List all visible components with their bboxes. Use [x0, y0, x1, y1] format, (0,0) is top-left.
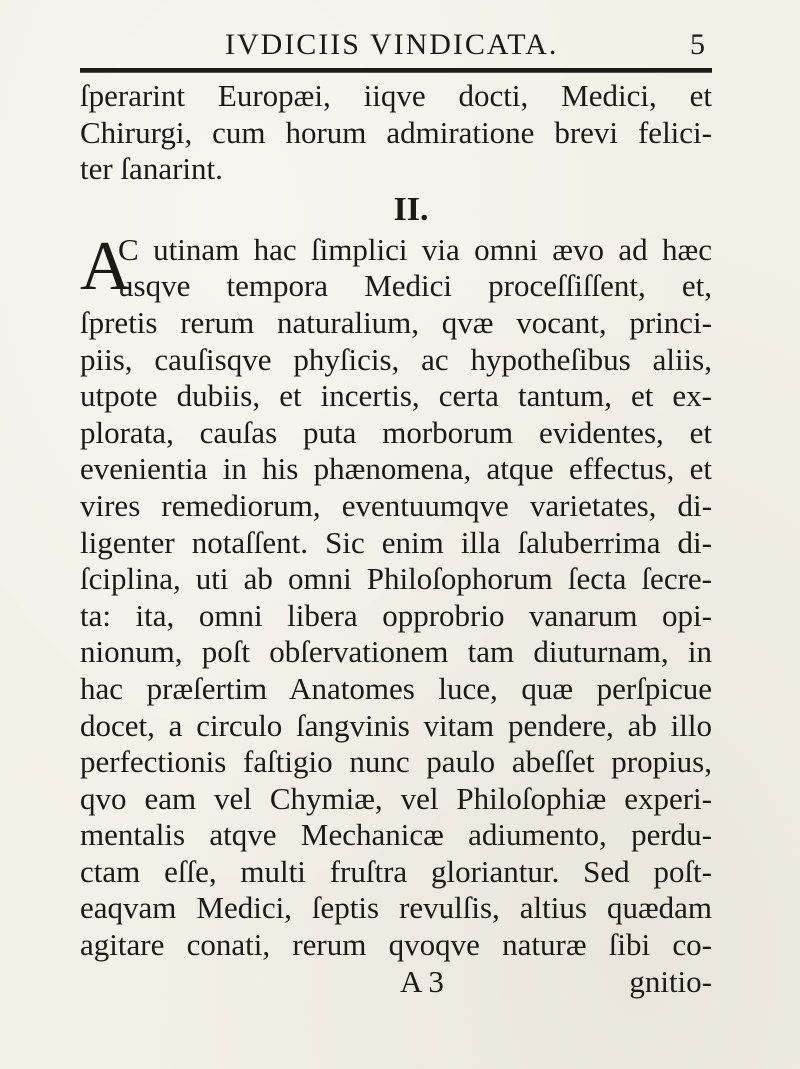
text-line: docet, a circulo ſangvinis vitam pendere, ab illo	[80, 707, 712, 743]
text-line: ta: ita, omni libera opprobrio vanarum opi-	[80, 597, 712, 633]
signature-mark: A 3	[400, 963, 444, 999]
running-title: IVDICIIS VINDICATA.	[225, 28, 559, 61]
text-line: Chirurgi, cum horum admiratione brevi felici-	[80, 114, 712, 150]
text-line: C utinam hac ſimplici via omni ævo ad hæc	[118, 231, 712, 267]
text-line: ſperarint Europæi, iiqve docti, Medici, et	[80, 78, 712, 113]
body-text	[80, 78, 712, 1000]
text-line: ſpretis rerum naturalium, qvæ vocant, princi-	[80, 304, 712, 340]
text-line: perfectionis faſtigio nunc paulo abeſſet propius,	[80, 744, 712, 780]
text-line: eaqvam Medici, ſeptis revulſis, altius quædam	[80, 890, 712, 926]
catchword: gnitio-	[629, 963, 712, 999]
page-footer-line	[80, 964, 712, 1001]
text-line: evenientia in his phænomena, atque effectus, et	[80, 451, 712, 487]
text-line: mentalis atqve Mechanicæ adiumento, perdu-	[80, 817, 712, 853]
text-line: utpote dubiis, et incertis, certa tantum, et ex-	[80, 378, 712, 414]
text-line: plorata, cauſas puta morborum evidentes, et	[80, 414, 712, 450]
drop-capital: A	[80, 227, 131, 305]
text-line: vires remediorum, eventuumqve varietates, di-	[80, 487, 712, 523]
text-line: hac præſertim Anatomes luce, quæ perſpicue	[80, 670, 712, 706]
text-line: agitare conati, rerum qvoqve naturæ ſibi co-	[80, 927, 712, 963]
text-line: usqve tempora Medici proceſſiſſent, et,	[118, 268, 712, 304]
section-number: II.	[393, 190, 429, 228]
text-line: ter ſanarint.	[80, 151, 223, 187]
opening-paragraph	[80, 227, 712, 305]
text-line: ctam eſſe, multi fruſtra gloriantur. Sed poſt-	[80, 853, 712, 889]
running-head	[225, 28, 705, 68]
text-line: ſciplina, uti ab omni Philoſophorum ſecta ſecre-	[80, 561, 712, 597]
text-line: nionum, poſt obſervationem tam diuturnam, in	[80, 634, 712, 670]
text-line: piis, cauſisqve phyſicis, ac hypotheſibus aliis,	[80, 341, 712, 377]
text-line: qvo eam vel Chymiæ, vel Philoſophiæ experi-	[80, 780, 712, 816]
text-line: ligenter notaſſent. Sic enim illa ſaluberrima di-	[80, 524, 712, 560]
header-rule	[80, 68, 712, 73]
page-number: 5	[690, 28, 705, 61]
